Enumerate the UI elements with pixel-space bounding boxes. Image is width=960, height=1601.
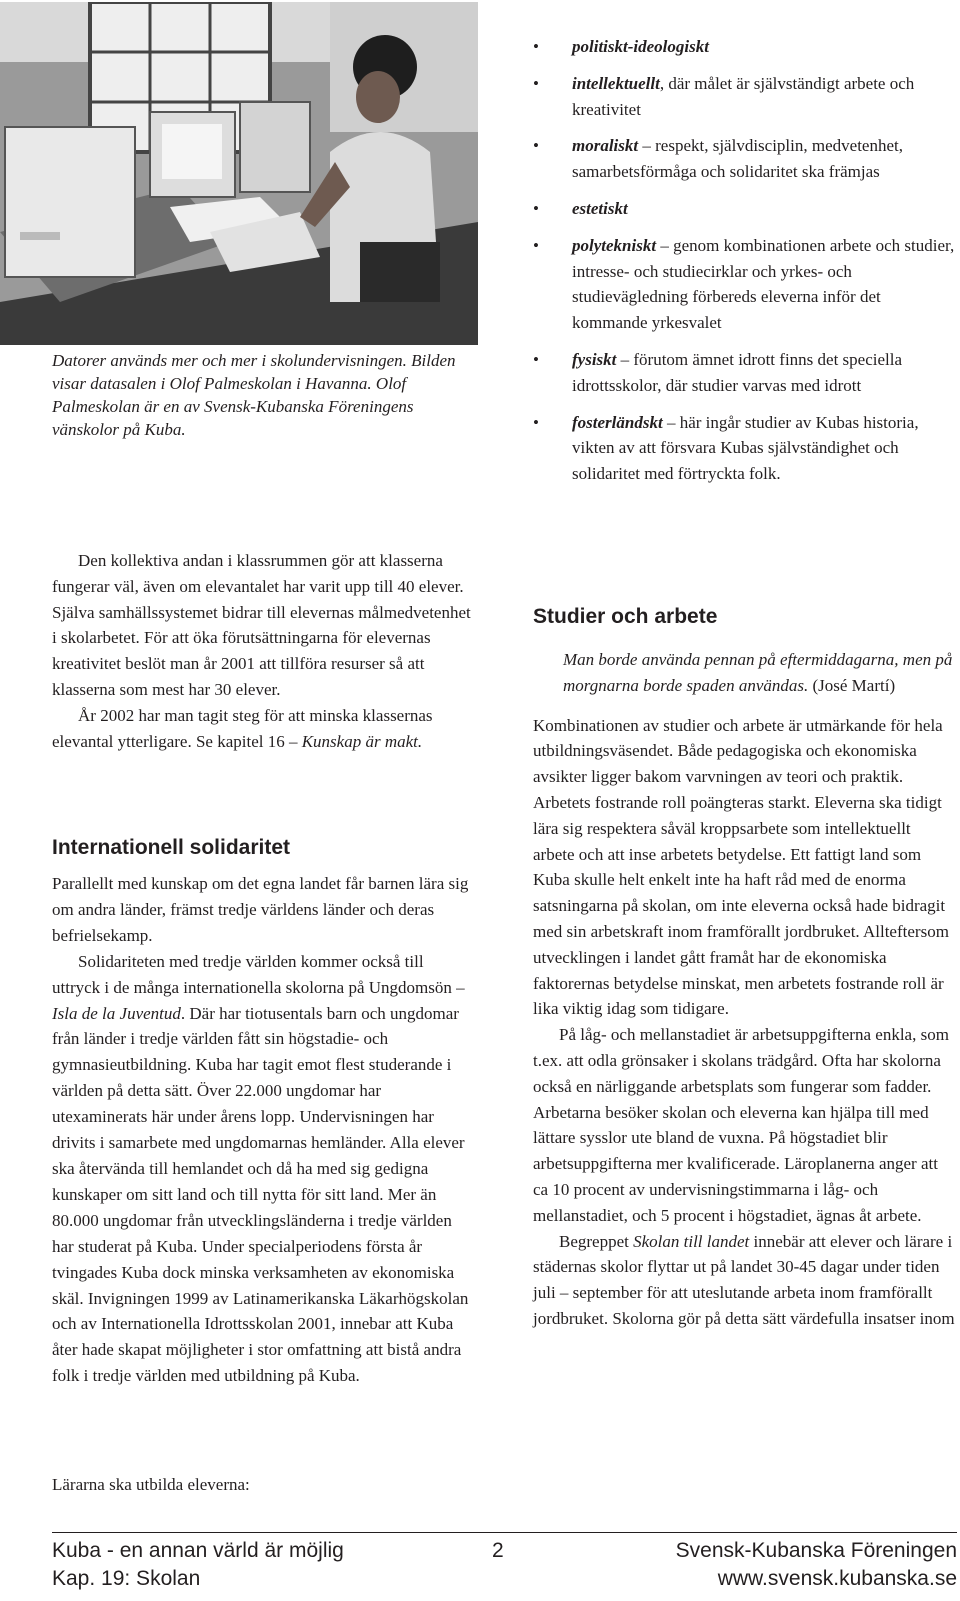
countryside-text-post: innebär att elever och lärare i städernas skolor flyttar ut på landet 30-45 dagar under tiden juli – september för att uteslutande arbeta inom framförallt jordbruket. Skolorna gör på detta sätt värdefulla insatser inom	[533, 1231, 955, 1328]
photo-caption: Datorer används mer och mer i skolundervisningen. Bilden visar datasalen i Olof Palmeskolan i Havanna. Olof Palmeskolan är en av Svensk-Kubanska Föreningens vänskolor på Kuba.	[52, 351, 456, 439]
list-item	[533, 347, 955, 399]
solidarity-text-pre: Solidariteten med tredje världen kommer också till uttryck i de många internationella skolorna på Ungdomsön –	[52, 951, 465, 997]
goal-term: politiskt-ideologiskt	[572, 37, 709, 56]
goal-term: fysiskt	[572, 349, 617, 369]
list-item	[533, 34, 955, 60]
list-item	[533, 133, 955, 185]
section-international-solidarity	[52, 835, 472, 1389]
paragraph-combination: Kombinationen av studier och arbete är utmärkande för hela utbildningsväsendet. Både pedagogiska och ekonomiska avsikter ligger bakom varvningen av teori och praktik. Arbetets fostrande roll poängteras starkt. Eleverna ska tidigt lära sig respektera såväl kroppsarbete som intellektuellt arbete och att inse arbetets betydelse. Ett fattigt land som Kuba skulle helt enkelt inte ha haft råd med de enorma satsningarna på skolan, om inte eleverna också hade bidragit med sin arbetskraft inom framförallt jordbruket. Allteftersom utvecklingen i landet gått framåt har de ekonomiska faktorernas betydelse minskat, men arbetets fostrande roll är lika viktig idag som tidigare.	[533, 715, 949, 1019]
paragraph-2002	[52, 703, 472, 755]
list-item	[533, 410, 955, 487]
footer-website[interactable]: www.svensk.kubanska.se	[717, 1567, 957, 1590]
left-intro	[52, 548, 472, 754]
list-item	[533, 233, 955, 336]
paragraph-2002-text: År 2002 har man tagit steg för att minska klassernas elevantal ytterligare. Se kapitel 16 –	[52, 705, 433, 751]
paragraph-tasks: På låg- och mellanstadiet är arbetsuppgifterna enkla, som t.ex. att odla grönsaker i skolans trädgård. Ofta har skolorna också en närliggande arbetsplats som fungerar som fadder. Arbetarna besöker skolan och eleverna kan hjälpa till med lättare sysslor ute bland de vuxna. På högstadiet blir arbetsuppgifterna mer kvalificerade. Läroplanerna anger att ca 10 procent av undervisningstimmarna i låg- och mellanstadiet, och 5 procent i högstadiet, ägnas åt arbete.	[533, 1025, 949, 1225]
footer-left	[52, 1537, 344, 1593]
goal-text: , där målet är självständigt arbete och kreativitet	[572, 73, 915, 119]
footer-chapter: Kap. 19: Skolan	[52, 1567, 201, 1590]
paragraph-solidarity-schools	[52, 949, 472, 1389]
goal-text: – genom kombinationen arbete och studier, intresse- och studiecirklar och yrkes- och studievägledning förbereds eleverna inför det kommande yrkesvalet	[572, 235, 955, 333]
quote-text: Man borde använda pennan på eftermiddagarna, men på morgnarna borde spaden användas.	[563, 650, 953, 695]
solidarity-text-post: . Där har tiotusentals barn och ungdomar från länder i tredje världen fått sin högstadie- och gymnasieutbildning. Kuba har tagit emot flest studerande i världen på detta sätt. Över 22.000 ungdomar har utexaminerats här under årens lopp. Undervisningen har drivits i samarbete med ungdomarnas hemländer. Alla elever ska återvända till hemlandet och då ha med sig gedigna kunskaper om sitt land och till nytta för sitt land. Mer än 80.000 ungdomar från utvecklingsländerna i tredje världen har studerat på Kuba. Under specialperiodens första år tvingades Kuba dock minska verksamheten av ekonomiska skäl. Invigningen 1999 av Latinamerikanska Läkarhögskolan och av Internationella Idrottsskolan 2001, innebar att Kuba åter hade skapat möjligheter i stor omfattning att bistå andra folk i tredje världen med utbildning på Kuba.	[52, 1003, 469, 1386]
education-goals	[533, 34, 955, 498]
marti-quote	[563, 647, 955, 699]
quote-attribution: (José Martí)	[808, 675, 896, 695]
goal-term: intellektuellt	[572, 73, 660, 93]
photo-classroom-computers-icon	[0, 2, 478, 345]
classroom-photo	[0, 2, 478, 345]
footer-divider	[52, 1532, 957, 1533]
paragraph-class-size: Den kollektiva andan i klassrummen gör att klasserna fungerar väl, även om elevantalet har varit upp till 40 elever. Själva samhällssystemet bidrar till elevernas målmedvetenhet i skolarbetet. För att öka förutsättningarna för elevernas kreativitet beslöt man år 2001 att tillföra resurser så att klasserna som mest har 30 elever.	[52, 551, 471, 699]
goals-list	[533, 34, 955, 487]
goal-term: moraliskt	[572, 136, 639, 156]
section-heading-study-work: Studier och arbete	[533, 605, 718, 628]
goal-text: – förutom ämnet idrott finns det speciella idrottsskolor, där studier varvas med idrott	[572, 349, 903, 395]
page-number: 2	[492, 1539, 504, 1562]
goal-text: – respekt, självdisciplin, medvetenhet, samarbetsförmåga och solidaritet ska främjas	[572, 136, 903, 182]
isla-de-la-juventud: Isla de la Juventud	[52, 1003, 181, 1023]
paragraph-school-to-countryside	[533, 1229, 955, 1332]
skolan-till-landet: Skolan till landet	[633, 1231, 750, 1251]
teachers-intro-line: Lärarna ska utbilda eleverna:	[52, 1475, 250, 1494]
section-study-and-work	[533, 604, 955, 1332]
goal-term: polytekniskt	[572, 235, 657, 255]
goal-text: – här ingår studier av Kubas historia, vikten av att försvara Kubas självständighet och solidaritet med förtryckta folk.	[572, 412, 919, 484]
countryside-text-pre: Begreppet	[559, 1231, 634, 1251]
goal-term: estetiskt	[572, 198, 628, 218]
footer-book-title: Kuba - en annan värld är möjlig	[52, 1539, 344, 1562]
paragraph-solidarity-intro: Parallellt med kunskap om det egna landet får barnen lära sig om andra länder, främst tredje världens länder och deras befrielsekamp.	[52, 874, 469, 945]
goal-term: fosterländskt	[572, 412, 663, 432]
list-item	[533, 196, 955, 222]
section-heading-solidarity: Internationell solidaritet	[52, 836, 291, 859]
footer-organization: Svensk-Kubanska Föreningen	[675, 1539, 957, 1562]
footer-right	[676, 1537, 957, 1593]
chapter-reference: Kunskap är makt.	[301, 731, 423, 751]
list-item	[533, 71, 955, 123]
